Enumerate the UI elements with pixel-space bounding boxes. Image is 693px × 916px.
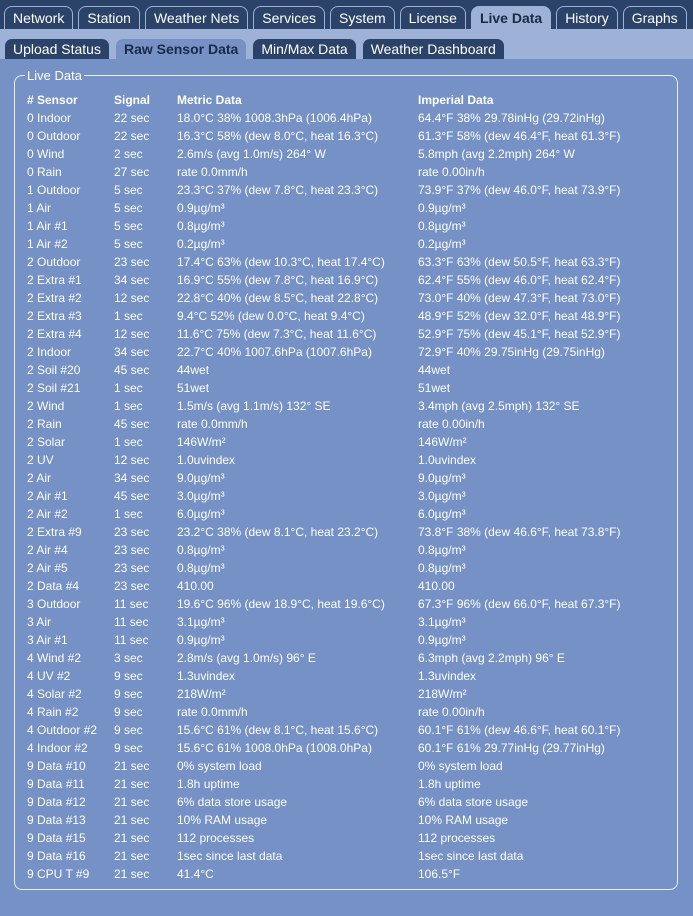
signal-cell: 9 sec bbox=[114, 741, 143, 755]
imperial-cell: 60.1°F 61% (dew 46.6°F, heat 60.1°F) bbox=[418, 723, 621, 737]
signal-cell: 3 sec bbox=[114, 651, 143, 665]
sensor-cell: 2 Soil #20 bbox=[27, 363, 81, 377]
imperial-cell: 52.9°F 75% (dew 45.1°F, heat 52.9°F) bbox=[418, 327, 621, 341]
imperial-cell: 218W/m² bbox=[418, 687, 467, 701]
signal-cell: 1 sec bbox=[114, 309, 143, 323]
imperial-cell: 5.8mph (avg 2.2mph) 264° W bbox=[418, 147, 575, 161]
table-row bbox=[27, 109, 658, 127]
signal-cell: 27 sec bbox=[114, 165, 150, 179]
table-row bbox=[27, 163, 658, 181]
table-row bbox=[27, 235, 658, 253]
metric-cell: 0.9µg/m³ bbox=[177, 633, 225, 647]
metric-cell: rate 0.0mm/h bbox=[177, 417, 248, 431]
sensor-cell: 2 Data #4 bbox=[27, 579, 80, 593]
imperial-cell: 6% data store usage bbox=[418, 795, 529, 809]
tab-station[interactable]: Station bbox=[78, 6, 140, 29]
sensor-cell: 4 Indoor #2 bbox=[27, 741, 88, 755]
column-header-imperial: Imperial Data bbox=[418, 93, 494, 107]
imperial-cell: 64.4°F 38% 29.78inHg (29.72inHg) bbox=[418, 111, 605, 125]
metric-cell: 112 processes bbox=[177, 831, 255, 845]
signal-cell: 1 sec bbox=[114, 399, 143, 413]
signal-cell: 21 sec bbox=[114, 795, 150, 809]
table-row bbox=[27, 685, 658, 703]
table-row bbox=[27, 199, 658, 217]
table-row bbox=[27, 343, 658, 361]
sensor-cell: 2 Wind bbox=[27, 399, 65, 413]
table-row bbox=[27, 631, 658, 649]
imperial-cell: 6.0µg/m³ bbox=[418, 507, 466, 521]
metric-cell: 1.5m/s (avg 1.1m/s) 132° SE bbox=[177, 399, 331, 413]
metric-cell: 22.8°C 40% (dew 8.5°C, heat 22.8°C) bbox=[177, 291, 379, 305]
metric-cell: 22.7°C 40% 1007.6hPa (1007.6hPa) bbox=[177, 345, 372, 359]
metric-cell: 1.3uvindex bbox=[177, 669, 236, 683]
imperial-cell: 72.9°F 40% 29.75inHg (29.75inHg) bbox=[418, 345, 605, 359]
table-row bbox=[27, 379, 658, 397]
imperial-cell: 0.8µg/m³ bbox=[418, 219, 466, 233]
sensor-cell: 0 Wind bbox=[27, 147, 65, 161]
column-header-sensor: # Sensor bbox=[27, 93, 78, 107]
sensor-cell: 2 Air bbox=[27, 471, 52, 485]
signal-cell: 9 sec bbox=[114, 687, 143, 701]
table-row bbox=[27, 595, 658, 613]
sensor-cell: 4 Rain #2 bbox=[27, 705, 79, 719]
signal-cell: 23 sec bbox=[114, 543, 150, 557]
table-row bbox=[27, 433, 658, 451]
table-row bbox=[27, 829, 658, 847]
metric-cell: 44wet bbox=[177, 363, 210, 377]
sensor-cell: 4 UV #2 bbox=[27, 669, 71, 683]
signal-cell: 34 sec bbox=[114, 273, 150, 287]
metric-cell: 10% RAM usage bbox=[177, 813, 268, 827]
imperial-cell: 60.1°F 61% 29.77inHg (29.77inHg) bbox=[418, 741, 605, 755]
tab-system[interactable]: System bbox=[330, 6, 395, 29]
metric-cell: 0.8µg/m³ bbox=[177, 561, 225, 575]
signal-cell: 5 sec bbox=[114, 237, 143, 251]
sensor-cell: 1 Air #2 bbox=[27, 237, 68, 251]
signal-cell: 22 sec bbox=[114, 111, 150, 125]
table-row bbox=[27, 127, 658, 145]
imperial-cell: 73.9°F 37% (dew 46.0°F, heat 73.9°F) bbox=[418, 183, 621, 197]
subtab-raw-sensor-data[interactable]: Raw Sensor Data bbox=[115, 38, 247, 59]
signal-cell: 23 sec bbox=[114, 579, 150, 593]
metric-cell: rate 0.0mm/h bbox=[177, 165, 248, 179]
sensor-cell: 2 Extra #3 bbox=[27, 309, 82, 323]
imperial-cell: 73.8°F 38% (dew 46.6°F, heat 73.8°F) bbox=[418, 525, 621, 539]
sensor-cell: 9 CPU T #9 bbox=[27, 867, 90, 881]
signal-cell: 1 sec bbox=[114, 507, 143, 521]
sensor-cell: 9 Data #12 bbox=[27, 795, 86, 809]
tab-network[interactable]: Network bbox=[4, 6, 73, 29]
signal-cell: 23 sec bbox=[114, 525, 150, 539]
table-row bbox=[27, 307, 658, 325]
sensor-cell: 2 Solar bbox=[27, 435, 66, 449]
table-row bbox=[27, 505, 658, 523]
imperial-cell: rate 0.00in/h bbox=[418, 165, 485, 179]
sensor-cell: 4 Wind #2 bbox=[27, 651, 82, 665]
sensor-cell: 2 Rain bbox=[27, 417, 62, 431]
sensor-cell: 4 Solar #2 bbox=[27, 687, 82, 701]
sensor-table bbox=[27, 91, 658, 883]
signal-cell: 11 sec bbox=[114, 615, 149, 629]
table-row bbox=[27, 847, 658, 865]
table-row bbox=[27, 253, 658, 271]
sensor-cell: 0 Outdoor bbox=[27, 129, 81, 143]
table-row bbox=[27, 793, 658, 811]
table-row bbox=[27, 325, 658, 343]
imperial-cell: 44wet bbox=[418, 363, 451, 377]
sensor-cell: 2 Soil #21 bbox=[27, 381, 81, 395]
imperial-cell: 67.3°F 96% (dew 66.0°F, heat 67.3°F) bbox=[418, 597, 621, 611]
sensor-cell: 2 Outdoor bbox=[27, 255, 81, 269]
table-row bbox=[27, 559, 658, 577]
sensor-cell: 2 Extra #9 bbox=[27, 525, 82, 539]
table-row bbox=[27, 397, 658, 415]
signal-cell: 21 sec bbox=[114, 849, 150, 863]
imperial-cell: 146W/m² bbox=[418, 435, 467, 449]
table-row bbox=[27, 361, 658, 379]
table-row bbox=[27, 739, 658, 757]
imperial-cell: 10% RAM usage bbox=[418, 813, 509, 827]
signal-cell: 21 sec bbox=[114, 777, 150, 791]
signal-cell: 34 sec bbox=[114, 471, 150, 485]
table-row bbox=[27, 181, 658, 199]
imperial-cell: 0.8µg/m³ bbox=[418, 561, 466, 575]
signal-cell: 22 sec bbox=[114, 129, 150, 143]
metric-cell: 1.8h uptime bbox=[177, 777, 240, 791]
metric-cell: 0.9µg/m³ bbox=[177, 201, 225, 215]
imperial-cell: 0.9µg/m³ bbox=[418, 201, 466, 215]
metric-cell: 16.3°C 58% (dew 8.0°C, heat 16.3°C) bbox=[177, 129, 379, 143]
signal-cell: 12 sec bbox=[114, 453, 150, 467]
signal-cell: 2 sec bbox=[114, 147, 143, 161]
metric-cell: 2.6m/s (avg 1.0m/s) 264° W bbox=[177, 147, 326, 161]
table-header-row bbox=[27, 91, 658, 109]
sensor-cell: 3 Air bbox=[27, 615, 52, 629]
table-row bbox=[27, 145, 658, 163]
imperial-cell: 410.00 bbox=[418, 579, 455, 593]
imperial-cell: 0% system load bbox=[418, 759, 503, 773]
sensor-cell: 2 Indoor bbox=[27, 345, 72, 359]
imperial-cell: rate 0.00in/h bbox=[418, 705, 485, 719]
subtab-weather-dashboard[interactable]: Weather Dashboard bbox=[362, 38, 505, 59]
sensor-cell: 2 Extra #1 bbox=[27, 273, 82, 287]
imperial-cell: 3.1µg/m³ bbox=[418, 615, 466, 629]
signal-cell: 21 sec bbox=[114, 759, 150, 773]
signal-cell: 1 sec bbox=[114, 435, 143, 449]
metric-cell: 23.3°C 37% (dew 7.8°C, heat 23.3°C) bbox=[177, 183, 379, 197]
panel-legend: Live Data bbox=[27, 68, 82, 83]
imperial-cell: 73.0°F 40% (dew 47.3°F, heat 73.0°F) bbox=[418, 291, 621, 305]
metric-cell: 41.4°C bbox=[177, 867, 214, 881]
table-row bbox=[27, 775, 658, 793]
sensor-cell: 9 Data #16 bbox=[27, 849, 86, 863]
signal-cell: 45 sec bbox=[114, 489, 150, 503]
imperial-cell: 62.4°F 55% (dew 46.0°F, heat 62.4°F) bbox=[418, 273, 621, 287]
imperial-cell: 51wet bbox=[418, 381, 451, 395]
signal-cell: 5 sec bbox=[114, 201, 143, 215]
imperial-cell: 1.3uvindex bbox=[418, 669, 477, 683]
metric-cell: rate 0.0mm/h bbox=[177, 705, 248, 719]
table-row bbox=[27, 271, 658, 289]
signal-cell: 11 sec bbox=[114, 633, 149, 647]
sensor-cell: 2 Extra #4 bbox=[27, 327, 82, 341]
metric-cell: 0.2µg/m³ bbox=[177, 237, 225, 251]
sensor-cell: 1 Air #1 bbox=[27, 219, 68, 233]
sensor-cell: 2 Air #4 bbox=[27, 543, 68, 557]
metric-cell: 1sec since last data bbox=[177, 849, 283, 863]
signal-cell: 45 sec bbox=[114, 417, 150, 431]
table-row bbox=[27, 289, 658, 307]
main-tabs bbox=[4, 6, 692, 29]
metric-cell: 18.0°C 38% 1008.3hPa (1006.4hPa) bbox=[177, 111, 372, 125]
table-row bbox=[27, 487, 658, 505]
signal-cell: 34 sec bbox=[114, 345, 150, 359]
sensor-cell: 2 Extra #2 bbox=[27, 291, 82, 305]
table-row bbox=[27, 217, 658, 235]
sensor-cell: 3 Air #1 bbox=[27, 633, 68, 647]
metric-cell: 3.1µg/m³ bbox=[177, 615, 225, 629]
signal-cell: 12 sec bbox=[114, 291, 150, 305]
metric-cell: 0% system load bbox=[177, 759, 262, 773]
sensor-cell: 2 UV bbox=[27, 453, 54, 467]
sensor-cell: 2 Air #2 bbox=[27, 507, 68, 521]
metric-cell: 17.4°C 63% (dew 10.3°C, heat 17.4°C) bbox=[177, 255, 385, 269]
table-row bbox=[27, 415, 658, 433]
metric-cell: 6% data store usage bbox=[177, 795, 288, 809]
table-row bbox=[27, 469, 658, 487]
sensor-cell: 1 Air bbox=[27, 201, 52, 215]
imperial-cell: 0.8µg/m³ bbox=[418, 543, 466, 557]
tab-history[interactable]: History bbox=[556, 6, 618, 29]
table-row bbox=[27, 667, 658, 685]
imperial-cell: 63.3°F 63% (dew 50.5°F, heat 63.3°F) bbox=[418, 255, 621, 269]
metric-cell: 6.0µg/m³ bbox=[177, 507, 225, 521]
tab-graphs[interactable]: Graphs bbox=[623, 6, 687, 29]
signal-cell: 9 sec bbox=[114, 705, 143, 719]
tab-weather-nets[interactable]: Weather Nets bbox=[145, 6, 248, 29]
table-row bbox=[27, 649, 658, 667]
sensor-cell: 1 Outdoor bbox=[27, 183, 81, 197]
imperial-cell: 3.0µg/m³ bbox=[418, 489, 466, 503]
table-row bbox=[27, 703, 658, 721]
metric-cell: 410.00 bbox=[177, 579, 214, 593]
sensor-cell: 0 Rain bbox=[27, 165, 62, 179]
metric-cell: 218W/m² bbox=[177, 687, 226, 701]
tab-services[interactable]: Services bbox=[253, 6, 325, 29]
metric-cell: 146W/m² bbox=[177, 435, 226, 449]
metric-cell: 16.9°C 55% (dew 7.8°C, heat 16.9°C) bbox=[177, 273, 379, 287]
sensor-cell: 3 Outdoor bbox=[27, 597, 81, 611]
signal-cell: 23 sec bbox=[114, 255, 150, 269]
imperial-cell: 48.9°F 52% (dew 32.0°F, heat 48.9°F) bbox=[418, 309, 621, 323]
tab-live-data[interactable]: Live Data bbox=[471, 6, 551, 29]
sensor-cell: 2 Air #1 bbox=[27, 489, 68, 503]
signal-cell: 9 sec bbox=[114, 669, 143, 683]
imperial-cell: rate 0.00in/h bbox=[418, 417, 485, 431]
imperial-cell: 1.0uvindex bbox=[418, 453, 477, 467]
table-row bbox=[27, 541, 658, 559]
metric-cell: 2.8m/s (avg 1.0m/s) 96° E bbox=[177, 651, 316, 665]
signal-cell: 12 sec bbox=[114, 327, 150, 341]
subtab-min-max-data[interactable]: Min/Max Data bbox=[252, 38, 356, 59]
table-row bbox=[27, 613, 658, 631]
signal-cell: 23 sec bbox=[114, 561, 150, 575]
table-row bbox=[27, 757, 658, 775]
metric-cell: 9.0µg/m³ bbox=[177, 471, 225, 485]
sensor-cell: 9 Data #13 bbox=[27, 813, 86, 827]
column-header-metric: Metric Data bbox=[177, 93, 242, 107]
signal-cell: 45 sec bbox=[114, 363, 150, 377]
signal-cell: 11 sec bbox=[114, 597, 149, 611]
imperial-cell: 1sec since last data bbox=[418, 849, 524, 863]
imperial-cell: 112 processes bbox=[418, 831, 496, 845]
metric-cell: 19.6°C 96% (dew 18.9°C, heat 19.6°C) bbox=[177, 597, 385, 611]
metric-cell: 1.0uvindex bbox=[177, 453, 236, 467]
signal-cell: 9 sec bbox=[114, 723, 143, 737]
signal-cell: 1 sec bbox=[114, 381, 143, 395]
table-row bbox=[27, 577, 658, 595]
signal-cell: 21 sec bbox=[114, 813, 150, 827]
metric-cell: 23.2°C 38% (dew 8.1°C, heat 23.2°C) bbox=[177, 525, 379, 539]
imperial-cell: 0.9µg/m³ bbox=[418, 633, 466, 647]
sensor-cell: 0 Indoor bbox=[27, 111, 72, 125]
sensor-cell: 4 Outdoor #2 bbox=[27, 723, 98, 737]
metric-cell: 0.8µg/m³ bbox=[177, 543, 225, 557]
table-row bbox=[27, 523, 658, 541]
table-row bbox=[27, 451, 658, 469]
imperial-cell: 1.8h uptime bbox=[418, 777, 481, 791]
metric-cell: 15.6°C 61% 1008.0hPa (1008.0hPa) bbox=[177, 741, 372, 755]
table-row bbox=[27, 865, 658, 883]
signal-cell: 5 sec bbox=[114, 183, 143, 197]
sensor-cell: 9 Data #10 bbox=[27, 759, 86, 773]
table-row bbox=[27, 721, 658, 739]
imperial-cell: 0.2µg/m³ bbox=[418, 237, 466, 251]
table-row bbox=[27, 811, 658, 829]
metric-cell: 3.0µg/m³ bbox=[177, 489, 225, 503]
imperial-cell: 61.3°F 58% (dew 46.4°F, heat 61.3°F) bbox=[418, 129, 621, 143]
metric-cell: 11.6°C 75% (dew 7.3°C, heat 11.6°C) bbox=[177, 327, 377, 341]
sensor-cell: 2 Air #5 bbox=[27, 561, 68, 575]
metric-cell: 0.8µg/m³ bbox=[177, 219, 225, 233]
column-header-signal: Signal bbox=[114, 93, 151, 107]
metric-cell: 9.4°C 52% (dew 0.0°C, heat 9.4°C) bbox=[177, 309, 365, 323]
metric-cell: 15.6°C 61% (dew 8.1°C, heat 15.6°C) bbox=[177, 723, 379, 737]
signal-cell: 21 sec bbox=[114, 867, 150, 881]
imperial-cell: 3.4mph (avg 2.5mph) 132° SE bbox=[418, 399, 580, 413]
imperial-cell: 106.5°F bbox=[418, 867, 461, 881]
sub-tabs bbox=[4, 38, 510, 59]
sensor-cell: 9 Data #11 bbox=[27, 777, 85, 791]
tab-license[interactable]: License bbox=[400, 6, 466, 29]
imperial-cell: 6.3mph (avg 2.2mph) 96° E bbox=[418, 651, 565, 665]
live-data-panel bbox=[14, 68, 678, 890]
imperial-cell: 9.0µg/m³ bbox=[418, 471, 466, 485]
sensor-cell: 9 Data #15 bbox=[27, 831, 86, 845]
signal-cell: 5 sec bbox=[114, 219, 143, 233]
metric-cell: 51wet bbox=[177, 381, 210, 395]
subtab-upload-status[interactable]: Upload Status bbox=[4, 38, 110, 59]
signal-cell: 21 sec bbox=[114, 831, 150, 845]
